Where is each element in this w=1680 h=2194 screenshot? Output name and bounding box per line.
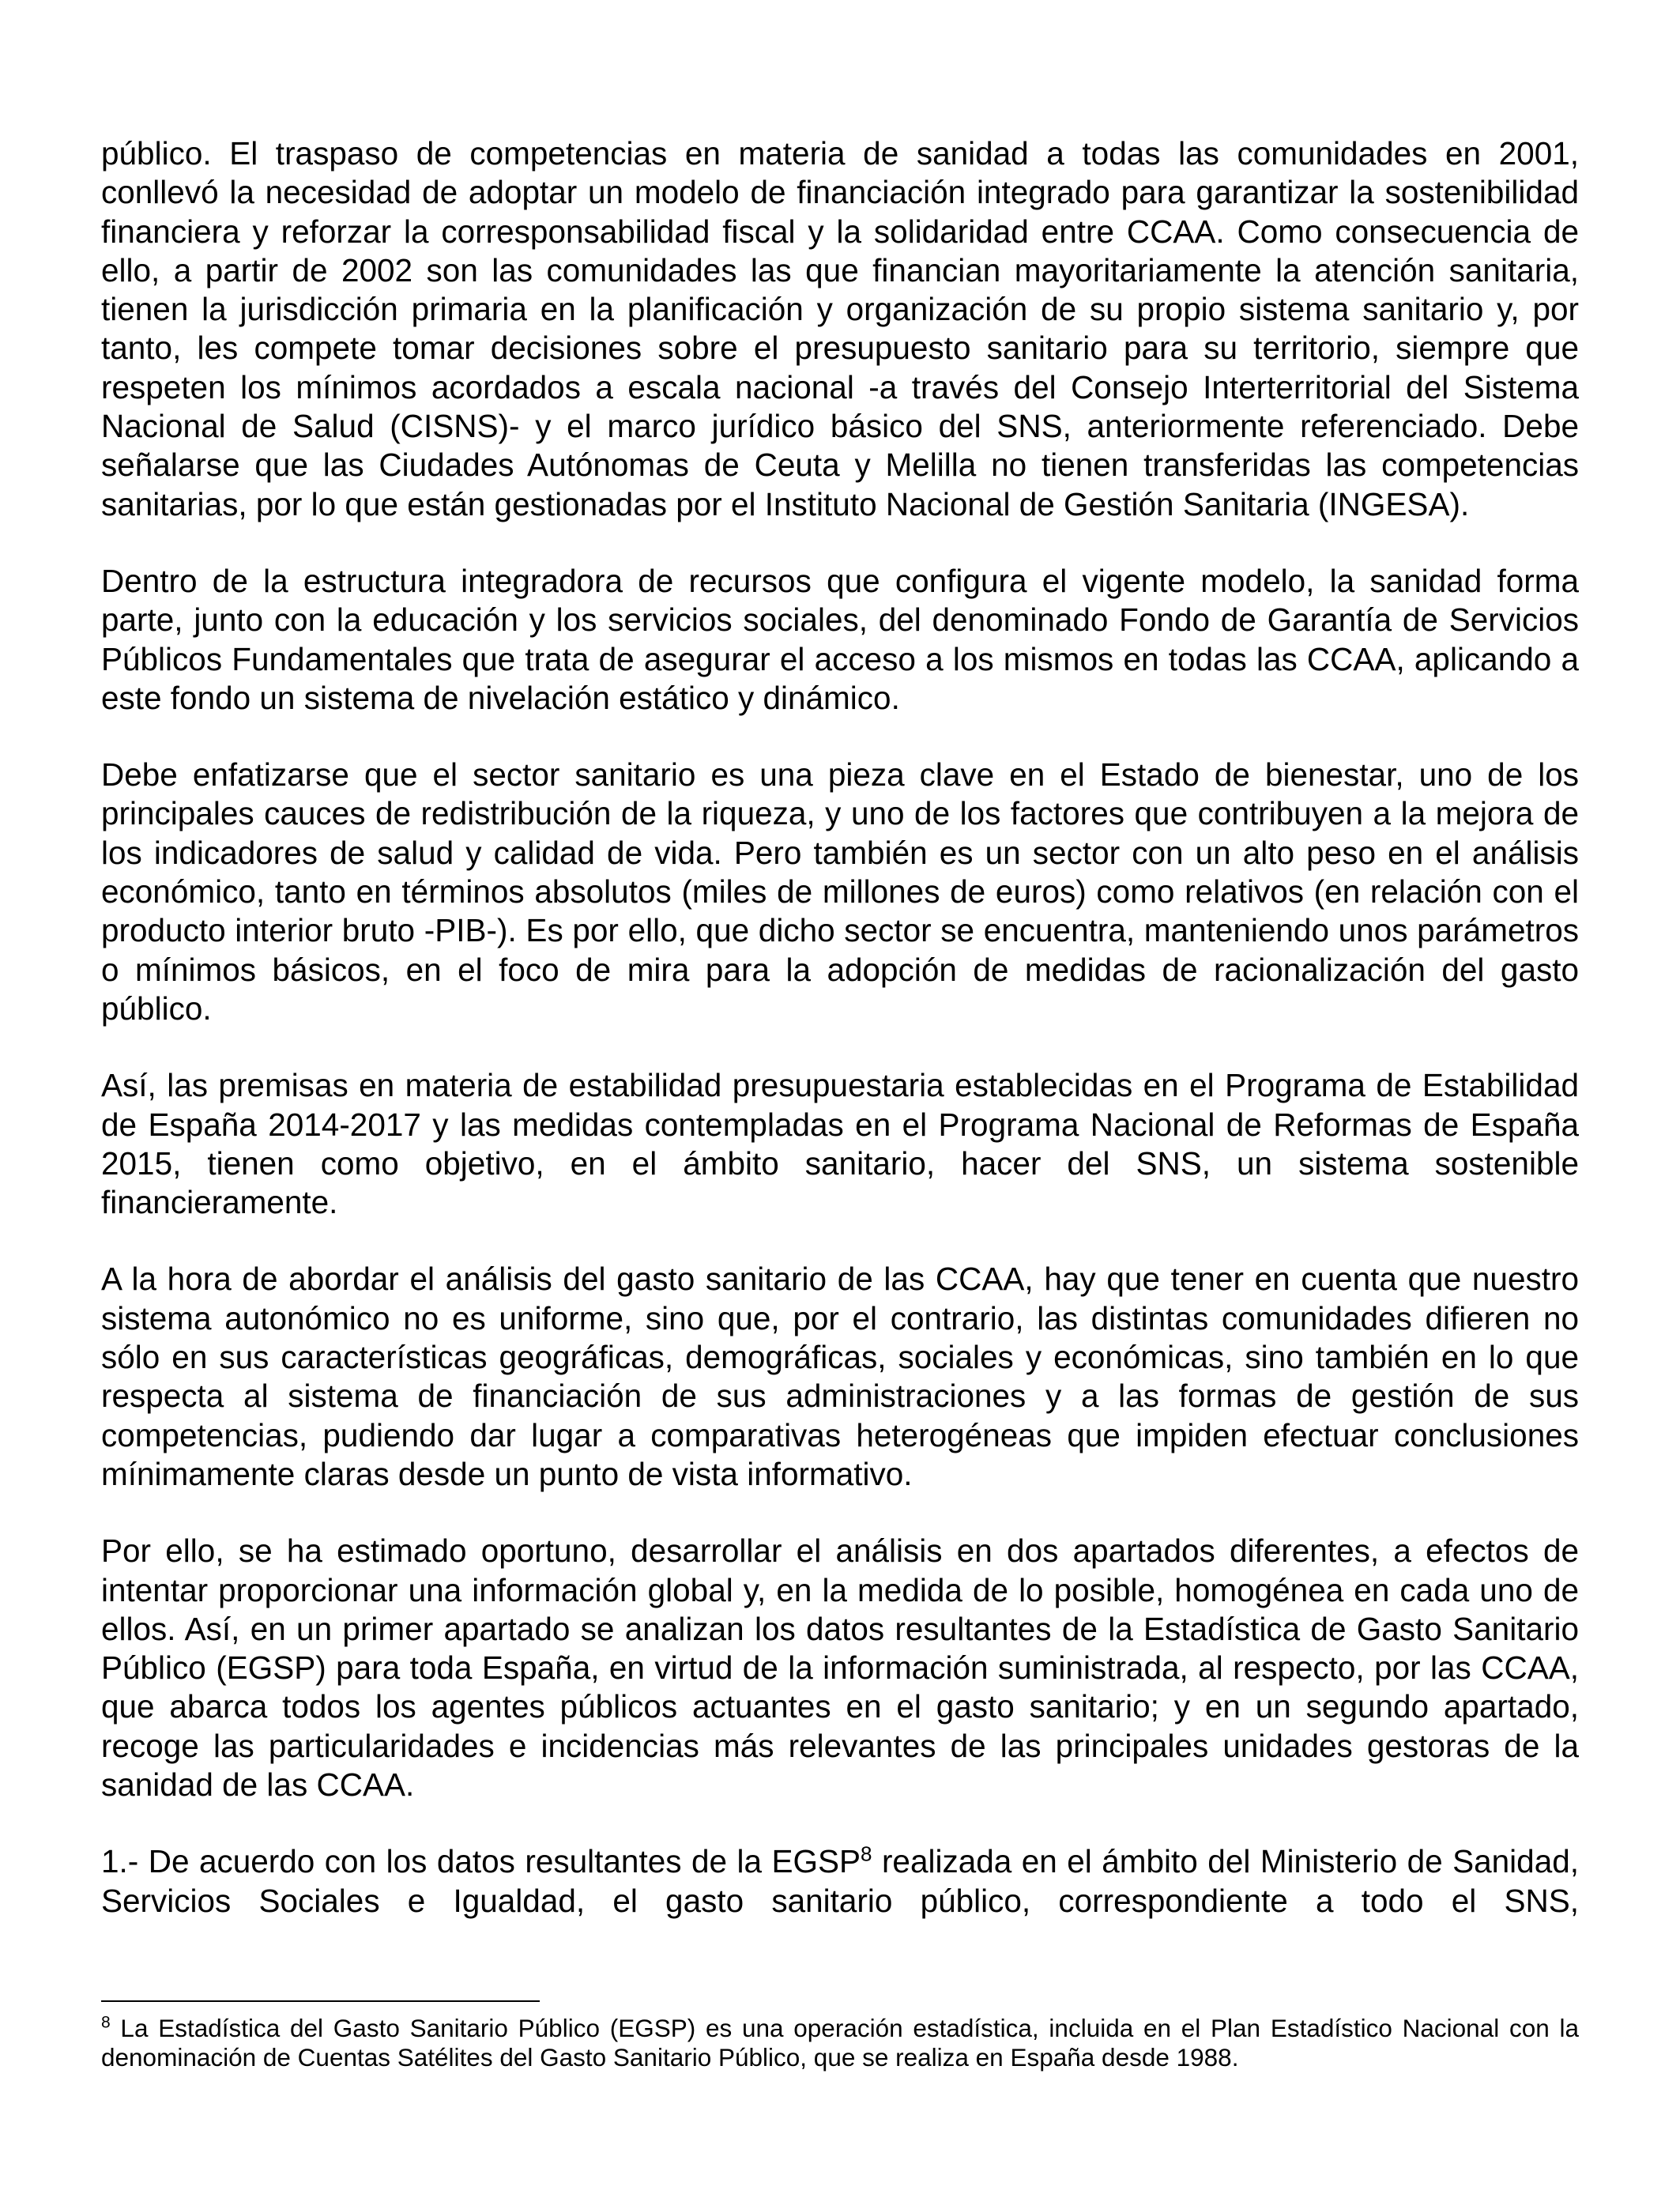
footnote-reference-8[interactable]: 8 (861, 1842, 872, 1866)
paragraph-sector-sanitario: Debe enfatizarse que el sector sanitario es una pieza clave en el Estado de bienestar, uno de los principales cauces de redistribución de la riqueza, y uno de los factores que contribuyen a la mejora de los indicadores de salud y calidad de vida. Pero también es un sector con un alto peso en el análisis económico, tanto en términos absolutos (miles de millones de euros) como relativos (en relación con el producto interior bruto -PIB-). Es por ello, que dicho sector se encuentra, manteniendo unos parámetros o mínimos básicos, en el foco de mira para la adopción de medidas de racionalización del gasto público. (101, 756, 1579, 1027)
paragraph-egsp-start: 1.- De acuerdo con los datos resultantes de la EGSP (101, 1843, 861, 1880)
paragraph-competencias: público. El traspaso de competencias en materia de sanidad a todas las comunidades en 2001, conllevó la necesidad de adoptar un modelo de financiación integrado para garantizar la sostenibilidad financiera y reforzar la corresponsabilidad fiscal y la solidaridad entre CCAA. Como consecuencia de ello, a partir de 2002 son las comunidades las que financian mayoritariamente la atención sanitaria, tienen la jurisdicción primaria en la planificación y organización de su propio sistema sanitario y, por tanto, les compete tomar decisiones sobre el presupuesto sanitario para su territorio, siempre que respeten los mínimos acordados a escala nacional -a través del Consejo Interterritorial del Sistema Nacional de Salud (CISNS)- y el marco jurídico básico del SNS, anteriormente referenciado. Debe señalarse que las Ciudades Autónomas de Ceuta y Melilla no tienen transferidas las competencias sanitarias, por lo que están gestionadas por el Instituto Nacional de Gestión Sanitaria (INGESA). (101, 135, 1579, 522)
footnote-separator (101, 2000, 540, 2002)
paragraph-fondo-garantia: Dentro de la estructura integradora de recursos que configura el vigente modelo, la sanidad forma parte, junto con la educación y los servicios sociales, del denominado Fondo de Garantía de Servicios Públicos Fundamentales que trata de asegurar el acceso a los mismos en todas las CCAA, aplicando a este fondo un sistema de nivelación estático y dinámico. (101, 562, 1579, 716)
footnote-mark: 8 (101, 2013, 111, 2032)
paragraph-analisis-gasto: A la hora de abordar el análisis del gasto sanitario de las CCAA, hay que tener en cuenta que nuestro sistema autonómico no es uniforme, sino que, por el contrario, las distintas comunidades difieren no sólo en sus características geográficas, demográficas, sociales y económicas, sino también en lo que respecta al sistema de financiación de sus administraciones y a las formas de gestión de sus competencias, pudiendo dar lugar a comparativas heterogéneas que impiden efectuar conclusiones mínimamente claras desde un punto de vista informativo. (101, 1261, 1579, 1492)
paragraph-egsp (101, 1842, 1579, 1921)
document-body (101, 134, 1579, 1958)
footnote-text: La Estadística del Gasto Sanitario Público (EGSP) es una operación estadística, incluida en el Plan Estadístico Nacional con la denominación de Cuentas Satélites del Gasto Sanitario Público, que se realiza en España desde 1988. (101, 2014, 1579, 2071)
footnote-8 (101, 2014, 1579, 2071)
paragraph-apartados: Por ello, se ha estimado oportuno, desarrollar el análisis en dos apartados diferentes, a efectos de intentar proporcionar una información global y, en la medida de lo posible, homogénea en cada uno de ellos. Así, en un primer apartado se analizan los datos resultantes de la Estadística de Gasto Sanitario Público (EGSP) para toda España, en virtud de la información suministrada, al respecto, por las CCAA, que abarca todos los agentes públicos actuantes en el gasto sanitario; y en un segundo apartado, recoge las particularidades e incidencias más relevantes de las principales unidades gestoras de la sanidad de las CCAA. (101, 1532, 1579, 1803)
paragraph-estabilidad: Así, las premisas en materia de estabilidad presupuestaria establecidas en el Programa de Estabilidad de España 2014-2017 y las medidas contempladas en el Programa Nacional de Reformas de España 2015, tienen como objetivo, en el ámbito sanitario, hacer del SNS, un sistema sostenible financieramente. (101, 1067, 1579, 1221)
paragraph-egsp-rest: realizada en el ámbito del Ministerio de Sanidad, Servicios Sociales e Igualdad, el gasto sanitario público, correspondiente a todo el SNS, (101, 1843, 1579, 1919)
